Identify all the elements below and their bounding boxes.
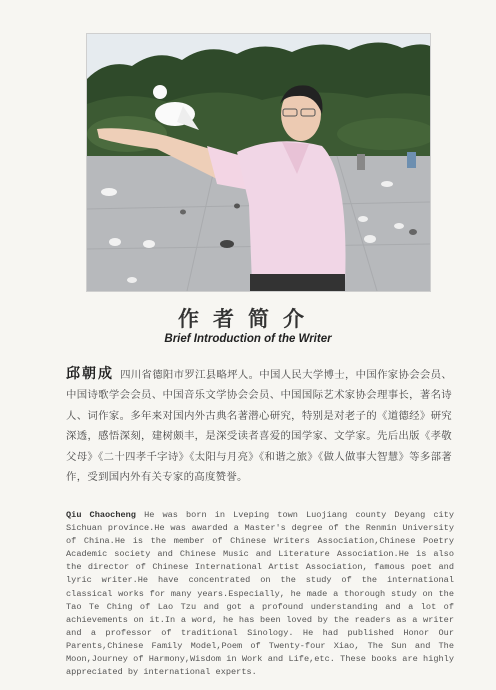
author-name-english: Qiu Chaocheng bbox=[66, 510, 136, 520]
bio-english-body: He was born in Lveping town Luojiang county Deyang city Sichuan province.He was awarded a Master's degree of the Renmin University of China.He is the member of Chinese Writers Association,Chinese Poetry Academic society and Chinese Music and Literature Association.He is also the director of Chinese International Artist Association, famous poet and lyric writer.He have concentrated on the study of the international classical works for many years.Especially, he made a thorough study on the Tao Te Ching of Lao Tzu and got a profound understanding and a lot of achievements on it.In a word, he has been loved by the readers as a writer and a professor of traditional Sinology. He had published Honor Our Parents,Chinese Family Model,Poem of Twenty-four Xiao, The Sun and The Moon,Journey of Harmony,Wisdom in Work and Life,etc. These books are highly appreciated by international experts. bbox=[66, 510, 454, 678]
bio-english bbox=[66, 509, 454, 679]
author-name-chinese: 邱朝成 bbox=[66, 366, 115, 382]
title-english: Brief Introduction of the Writer bbox=[164, 333, 332, 345]
bio-chinese-body: 四川省德阳市罗江县略坪人。中国人民大学博士，中国作家协会会员、中国诗歌学会会员、中国音乐文学协会会员、中国国际艺术家协会理事长，著名诗人、词作家。多年来对国内外古典名著潜心研究，特别是对老子的《道德经》研究深透，感悟深刻，建树颇丰，是深受读者喜爱的国学家、文学家。先后出版《孝敬父母》《二十四孝千字诗》《太阳与月亮》《和谐之旅》《做人做事大智慧》等多部著作，受到国内外有关专家的高度赞誉。 bbox=[66, 369, 453, 484]
author-photo bbox=[86, 33, 431, 292]
bio-chinese bbox=[66, 364, 452, 487]
title-chinese: 作者简介 bbox=[178, 306, 318, 331]
